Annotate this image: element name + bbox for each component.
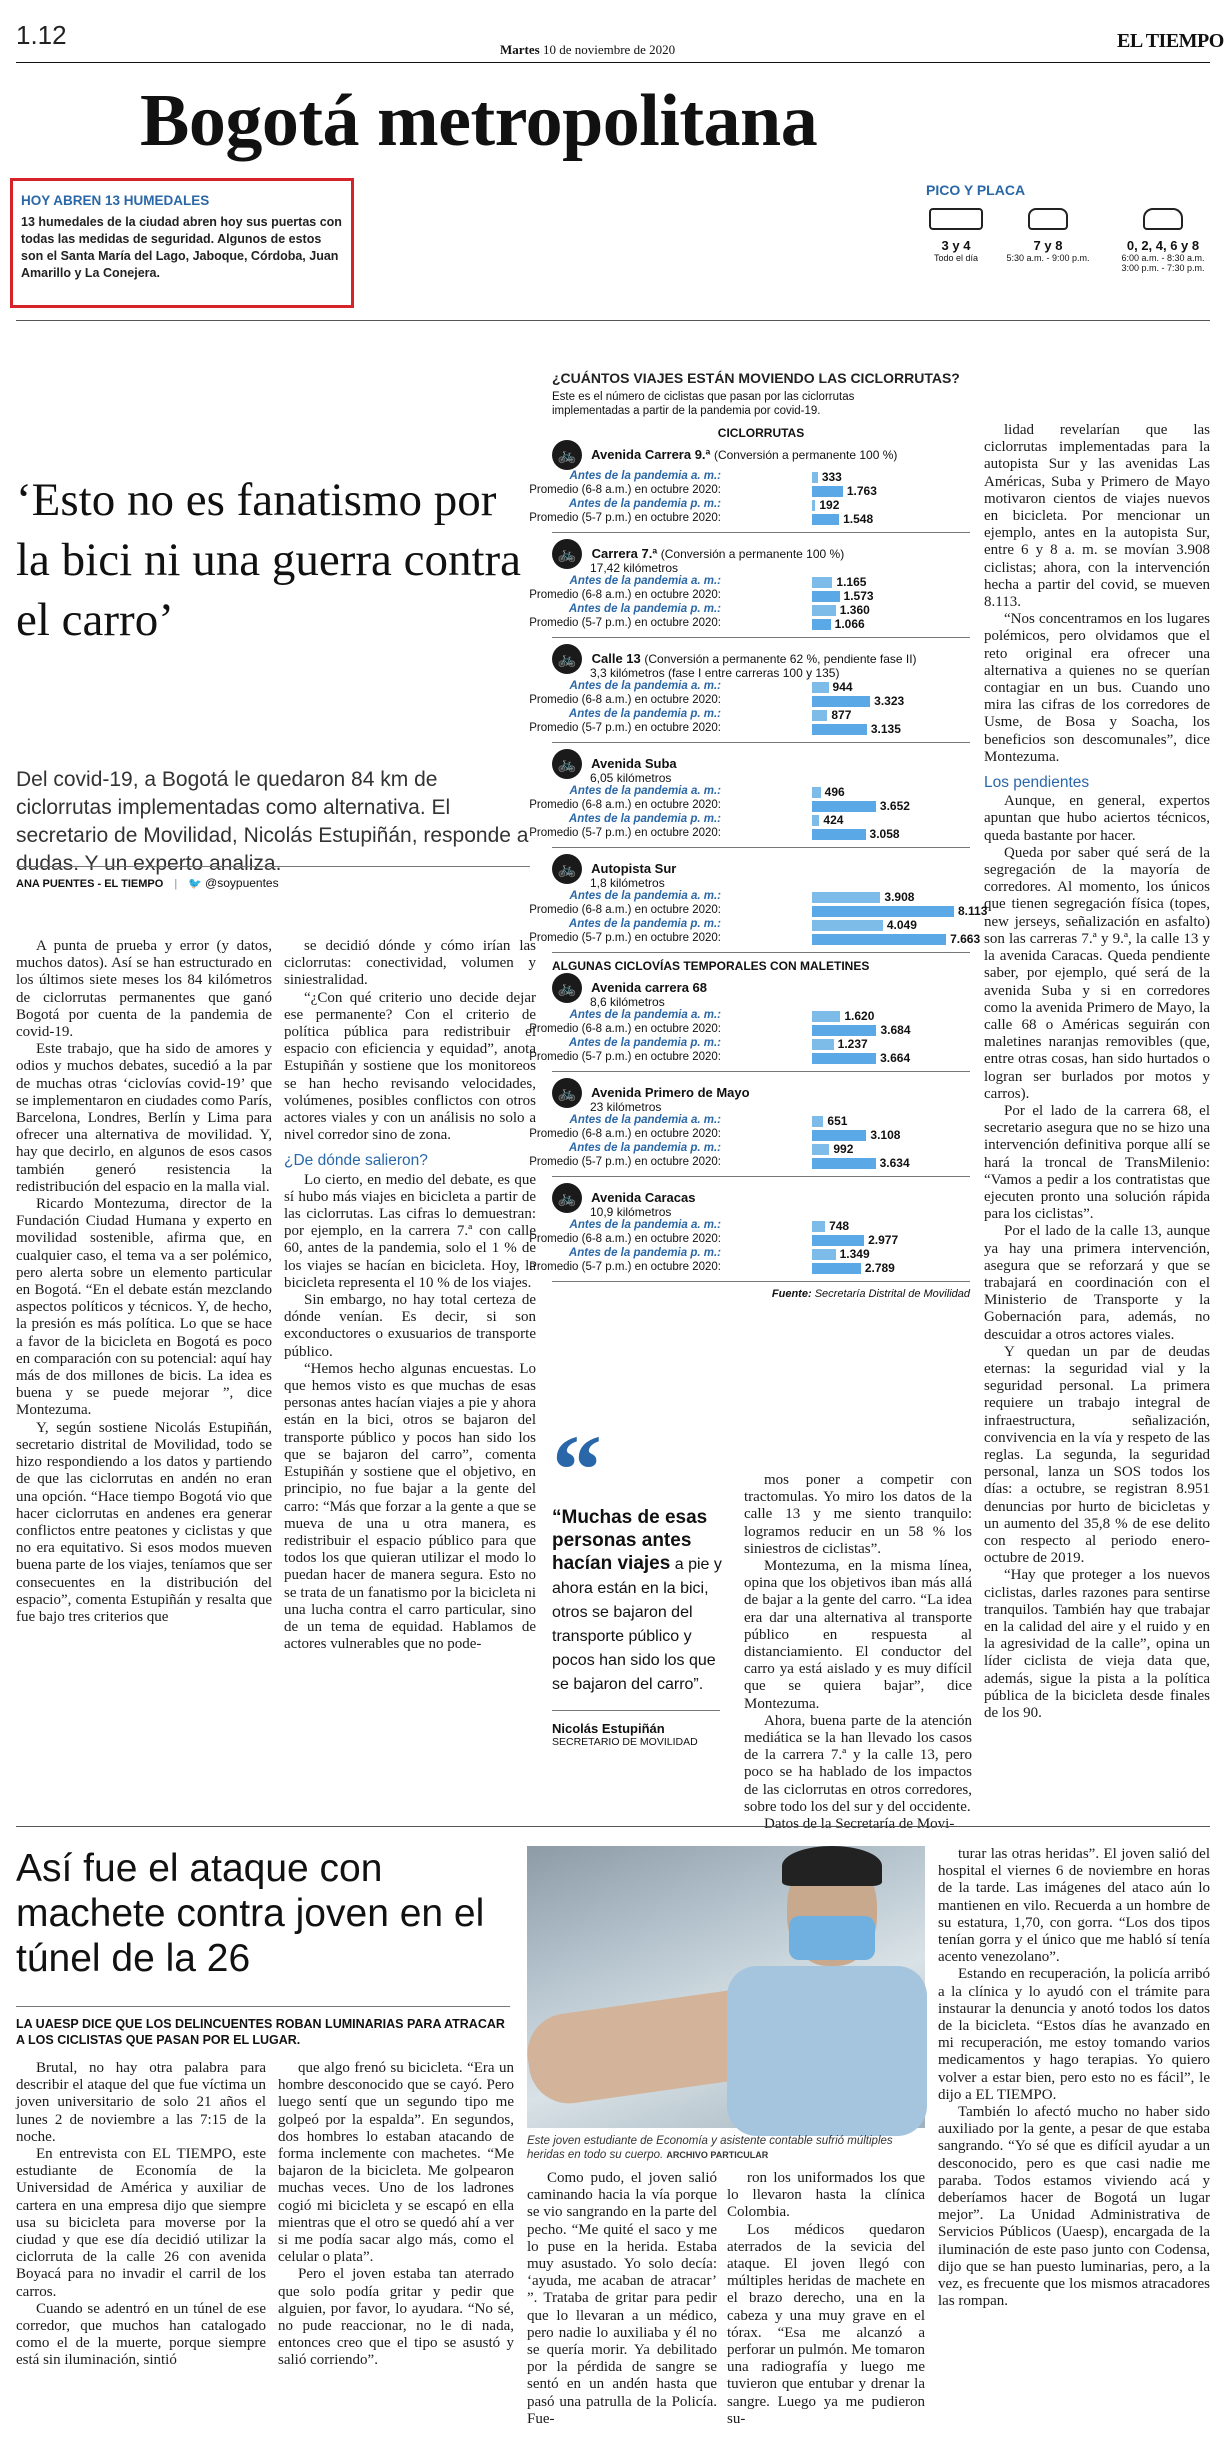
bar-label: Promedio (6-8 a.m.) en octubre 2020: <box>529 904 721 916</box>
date-rest: 10 de noviembre de 2020 <box>542 42 676 57</box>
quote-author: Nicolás Estupiñán <box>552 1721 665 1736</box>
paragraph: También lo afectó mucho no haber sido auxiliado por la gente, a pesar de que estaba sangrando. “Yo sé que es difícil ayudar a un desconocido, pero es que casi nadie me paraba. Todos estamos viviendo acá y deberíamos hacer de Bogotá un lugar mejor”. La Unidad Administrativa de Servicios Públicos (Uaesp), encargada de la iluminación de este paso junto con Codensa, dijo que se han puesto luminarias, pero, a la vez, es frecuente que los mismos atracadores las rompan. <box>938 2104 1210 2310</box>
route-name: Calle 13 <box>588 651 645 667</box>
pico-placa-hours: Todo el día <box>933 253 979 263</box>
bar <box>812 682 829 693</box>
article1-col2 <box>284 938 536 1816</box>
paragraph: ron los uniformados los que lo llevaron hasta la clínica Colombia. <box>727 2170 925 2221</box>
chart-route <box>529 749 970 841</box>
chart-bar-row <box>552 1009 970 1023</box>
chart-divider <box>552 847 970 848</box>
pull-quote <box>552 1414 730 1748</box>
chart-bar-row <box>529 932 981 946</box>
chart-bar-row <box>529 1128 970 1142</box>
chart-bar-row <box>552 470 970 484</box>
paragraph: Pero el joven estaba tan aterrado que solo podía gritar y pedir que alguien, por favor, lo ayudara. “No sé, no pude reaccionar, no le di nada, entonces creo que el tipo se asustó y salió corriendo”. <box>278 2266 514 2369</box>
chart-bar-row <box>529 512 970 526</box>
paragraph: Aunque, en general, expertos apuntan que hubo aciertos técnicos, queda bastante por hacer. <box>984 793 1210 844</box>
chart-group2-title: ALGUNAS CICLOVÍAS TEMPORALES CON MALETINES <box>552 959 870 973</box>
quote-mark-icon: “ <box>552 1414 602 1525</box>
paragraph: En entrevista con EL TIEMPO, este estudiante de Economía de la Universidad de América y auxiliar de cartera en una empresa dijo que siempre usa su bicicleta para moverse por la ciudad y que ese día decidió utilizar la ciclorruta de la calle 26 con avenida Boyacá para no invadir el carril de los carros. <box>16 2146 266 2300</box>
bar-value: 1.237 <box>837 1037 868 1051</box>
bar-label: Promedio (5-7 p.m.) en octubre 2020: <box>529 1051 721 1063</box>
bar <box>812 1221 825 1232</box>
bar <box>812 1144 829 1155</box>
chart-bar-row <box>529 1051 970 1065</box>
article2-col4 <box>727 2170 925 2450</box>
chart-bar-row <box>529 617 970 631</box>
bar-value: 3.058 <box>869 827 900 841</box>
brand-logo: EL TIEMPO <box>1117 30 1224 52</box>
chart-route <box>529 440 970 526</box>
twitter-icon: 🐦 <box>188 878 202 890</box>
chart-bar-row <box>552 813 970 827</box>
chart-bar-row <box>552 1247 970 1261</box>
paragraph: Sin embargo, no hay total certeza de dónde venían. Es decir, si son exconductores o exusuarios de transporte público. <box>284 1292 536 1360</box>
chart-title: ¿CUÁNTOS VIAJES ESTÁN MOVIENDO LAS CICLORRUTAS? <box>552 370 960 386</box>
bar-label: Antes de la pandemia a. m.: <box>569 890 721 902</box>
pico-placa-truck <box>926 208 986 263</box>
quote-rest: a pie y ahora están en la bici, otros se bajaron del transporte público y pocos han sido los que se bajaron del carro”. <box>552 1556 722 1693</box>
chart-bar-row <box>529 589 970 603</box>
bar-label: Antes de la pandemia a. m.: <box>569 1009 721 1021</box>
chart-bar-row <box>529 904 988 918</box>
paragraph: turar las otras heridas”. El joven salió del hospital el viernes 6 de noviembre en horas de la tarde. Las imágenes del ataco aún lo mantienen en vilo. Recuerda a un hombre de su estatura, 1,70, con gorra. “Los dos tipos tenían gorra y el único que me habló sí tenía acento venezolano”. <box>938 1846 1210 1966</box>
bar-label: Promedio (5-7 p.m.) en octubre 2020: <box>529 827 721 839</box>
bar-label: Antes de la pandemia a. m.: <box>569 575 721 587</box>
bar <box>812 500 815 511</box>
pico-placa <box>926 182 1216 292</box>
bar-value: 651 <box>827 1114 848 1128</box>
bar-label: Promedio (6-8 a.m.) en octubre 2020: <box>529 694 721 706</box>
bar <box>812 619 831 630</box>
bar-value: 3.684 <box>880 1023 911 1037</box>
article2-deck: LA UAESP DICE QUE LOS DELINCUENTES ROBAN LUMINARIAS PARA ATRACAR A LOS CICLISTAS QUE PASAN POR EL LUGAR. <box>16 2017 505 2047</box>
bar <box>812 1011 840 1022</box>
pico-placa-taxi <box>988 208 1108 263</box>
quote-text <box>552 1506 730 1696</box>
bar <box>812 514 839 525</box>
route-name: Avenida carrera 68 <box>588 980 707 996</box>
bar-value: 1.620 <box>844 1009 875 1023</box>
chart-bar-row <box>529 1261 970 1275</box>
chart-group2 <box>529 973 970 1282</box>
chart-divider <box>552 1281 970 1282</box>
bar <box>812 815 819 826</box>
route-name: Avenida Carrera 9.ª <box>588 447 714 463</box>
chart-bar-row <box>529 827 970 841</box>
alert-title: HOY ABREN 13 HUMEDALES <box>21 193 210 208</box>
bar <box>812 920 883 931</box>
truck-icon <box>929 208 983 230</box>
taxi-icon <box>1028 208 1068 230</box>
bicycle-icon: 🚲 <box>552 1183 582 1213</box>
chart-bar-row <box>529 799 970 813</box>
bicycle-icon: 🚲 <box>552 1078 582 1108</box>
route-name: Autopista Sur <box>588 861 677 877</box>
article1-byline <box>16 876 279 890</box>
paragraph: Como pudo, el joven salió caminando hacia la vía porque se vio sangrando en la parte del pecho. “Me quité el saco y me lo puse en la herida. Estaba muy asustado. Yo solo decía: ‘ayuda, me acaban de atracar’ ”. Trataba de gritar para pedir que lo llevaran a un médico, pero nadie lo auxiliaba y él no se quería morir. Ya debilitado por la pérdida de sangre se sentó en un andén hasta que pasó una patrulla de la Policía. Fue- <box>527 2170 717 2427</box>
pico-placa-digits: 0, 2, 4, 6 y 8 <box>1126 238 1200 253</box>
caption-credit: ARCHIVO PARTICULAR <box>666 2150 769 2160</box>
alert-box <box>10 178 354 308</box>
chart-bar-row <box>529 1233 970 1247</box>
byline-rule <box>16 866 530 867</box>
bicycle-icon: 🚲 <box>552 973 582 1003</box>
article1-col4-top <box>984 422 1210 1816</box>
bar-label: Promedio (5-7 p.m.) en octubre 2020: <box>529 1261 721 1273</box>
bar-label: Promedio (5-7 p.m.) en octubre 2020: <box>529 932 721 944</box>
bar-value: 877 <box>831 708 852 722</box>
bar-label: Antes de la pandemia p. m.: <box>568 708 721 720</box>
chart-bar-row <box>529 1156 970 1170</box>
bar-label: Antes de la pandemia p. m.: <box>568 918 721 930</box>
bar-value: 1.763 <box>846 484 877 498</box>
bar-value: 2.789 <box>864 1261 895 1275</box>
paragraph: Este trabajo, que ha sido de amores y odios y muchos debates, sucedió a la par de muchas otras ‘ciclovías covid-19’ que se implementaron en ciudades como París, Barcelona, Londres, Berlín y Lima para ofrecer una alternativa de movilidad. Y, hay que decirlo, en algunos de esos casos también generó resistencia la redistribución del espacio en la malla vial. <box>16 1041 272 1195</box>
route-length: 17,42 kilómetros <box>590 561 679 575</box>
bar-value: 748 <box>829 1219 850 1233</box>
bar-label: Antes de la pandemia p. m.: <box>568 813 721 825</box>
chart-source-label: Fuente: <box>771 1288 812 1300</box>
bar-value: 992 <box>833 1142 854 1156</box>
chart-bar-row <box>552 498 970 512</box>
bar-label: Antes de la pandemia a. m.: <box>569 680 721 692</box>
chart-bar-row <box>529 722 970 736</box>
bar-label: Antes de la pandemia p. m.: <box>568 1142 721 1154</box>
chart-bar-row <box>529 1023 970 1037</box>
article1-col3 <box>744 1472 972 1833</box>
bar-value: 7.663 <box>950 932 981 946</box>
paragraph: Estando en recuperación, la policía arribó a la clínica y lo ayudó con el trámite para instaurar la denuncia y anotó todos los datos de la bicicleta. “Estos días he avanzado en mi recuperación, me estoy tomando varios medicamentos y hago terapias. Yo quiero volver a estar bien, pero esto no es fácil”, le dijo a EL TIEMPO. <box>938 1966 1210 2103</box>
route-length: 3,3 kilómetros (fase I entre carreras 100 y 135) <box>590 666 840 680</box>
bar-value: 1.548 <box>843 512 874 526</box>
bar <box>812 1249 836 1260</box>
bar-value: 8.113 <box>958 904 988 918</box>
photo-hair <box>782 1846 882 1886</box>
route-length: 10,9 kilómetros <box>590 1205 672 1219</box>
bar-label: Antes de la pandemia p. m.: <box>568 1037 721 1049</box>
article2-col1 <box>16 2060 266 2450</box>
paragraph: Datos de la Secretaría de Movi- <box>764 1816 955 1833</box>
chart-route <box>529 973 970 1065</box>
route-note: (Conversión a permanente 62 %, pendiente fase II) <box>644 652 917 667</box>
bar-label: Promedio (6-8 a.m.) en octubre 2020: <box>529 589 721 601</box>
bar-value: 3.652 <box>879 799 910 813</box>
route-name: Avenida Caracas <box>588 1190 696 1206</box>
bar-label: Promedio (5-7 p.m.) en octubre 2020: <box>529 512 721 524</box>
bar-label: Promedio (6-8 a.m.) en octubre 2020: <box>529 1233 721 1245</box>
article2-col3 <box>527 2170 717 2450</box>
bicycle-icon: 🚲 <box>552 539 582 569</box>
pico-placa-hours-2: 3:00 p.m. - 7:30 p.m. <box>1121 263 1205 273</box>
photo-gown <box>727 1966 927 2136</box>
paragraph: Por el lado de la carrera 68, el secretario asegura que no se hizo una intervención definitiva porque allí se hará la troncal de TransMilenio: “Vamos a pedir a los contratistas que ejecuten pronto una solución rápida para los ciclistas”. <box>984 1102 1210 1223</box>
paragraph: “¿Con qué criterio uno decide dejar ese permanente? Con el criterio de política pública para redistribuir el espacio con eficiencia y equidad”, anota Estupiñán y sostiene que los monitoreos se han hecho revisando velocidades, volúmenes, posibles conflictos con otros actores viales y con un análisis no solo a nivel corredor sino de zona. <box>284 989 536 1144</box>
quote-role: SECRETARIO DE MOVILIDAD <box>552 1736 698 1748</box>
chart-divider <box>552 1176 970 1177</box>
pico-placa-items <box>926 208 1216 278</box>
byline-sep: | <box>174 878 178 890</box>
paragraph: Y, según sostiene Nicolás Estupiñán, secretario distrital de Movilidad, todo se hizo respondiendo a los datos y partiendo de que las ciclorrutas en andén no eran una opción. “Hace tiempo Bogotá vio que hacer ciclorrutas en andenes era generar conflictos entre peatones y ciclistas y que no era equitativo. Si esos modos mueven buena parte de los viajes, teníamos que ser consecuentes en la distribución del espacio”, comenta Estupiñán y resalta que fue bajo tres criterios que <box>16 1419 272 1625</box>
route-note: (Conversión a permanente 100 %) <box>713 448 898 463</box>
bar-label: Promedio (5-7 p.m.) en octubre 2020: <box>529 722 721 734</box>
paragraph: “Hemos hecho algunas encuestas. Lo que hemos visto es que muchas de esas personas antes hacían viajes a pie y ahora están en la bici, otros se bajaron del transporte público y pocos han sido los que se bajaron del carro”, comenta Estupiñán y sostiene que el objetivo, en principio, no fue bajar a la gente del carro: “Más que forzar a la gente a que se mueva de una u otra manera, es redistribuir el espacio público para que todos los que quieran utilizar el modo lo puedan hacer de manera segura. Esto no se trata de un fanatismo por la bicicleta ni una lucha contra el carro particular, sino de un tema de equidad. Hablamos de actores vulnerables que no pode- <box>284 1360 536 1653</box>
bar-label: Antes de la pandemia a. m.: <box>569 1114 721 1126</box>
chart-route <box>529 644 970 736</box>
bar <box>812 934 946 945</box>
route-length: 23 kilómetros <box>590 1100 662 1114</box>
paragraph: Ahora, buena parte de la atención mediática se la han llevado los casos de la carrera 7.ª y la calle 13, pero poco se ha hablado de los impactos de las ciclorrutas en otros corredores, sobre todo los del sur y del occidente. <box>744 1712 972 1815</box>
bar-value: 1.349 <box>839 1247 870 1261</box>
alert-body: 13 humedales de la ciudad abren hoy sus puertas con todas las medidas de seguridad. Algunos de estos son el Santa María del Lago, Jaboque, Córdoba, Juan Amarillo y La Conejera. <box>21 215 342 280</box>
chart-bar-row <box>529 484 970 498</box>
car-icon <box>1143 208 1183 230</box>
pico-placa-title: PICO Y PLACA <box>926 182 1026 198</box>
paragraph: “Nos concentramos en los lugares polémicos, pero olvidamos que el reto original era ofrecer una alternativa a quienes no se querían contagiar en un bus. Cuando uno mira las cifras de los corredores de Usme, de Bosa y Soacha, los beneficios son descomunales”, dice Montezuma. <box>984 611 1210 765</box>
route-name: Avenida Suba <box>588 756 677 772</box>
bar <box>812 710 827 721</box>
chart-bar-row <box>552 680 970 694</box>
bar <box>812 1235 864 1246</box>
bar <box>812 696 870 707</box>
bar-value: 3.908 <box>884 890 915 904</box>
header-rule <box>16 62 1210 63</box>
bar-label: Antes de la pandemia p. m.: <box>568 498 721 510</box>
paragraph: Queda por saber qué será de la segregación de la mayoría de corredores. Al momento, los únicos que tienen segregación física (topes, new jerseys, señalización en asfalto) son las carreras 7.ª y 9.ª, la calle 13 y la avenida Caracas. Queda pendiente saber, por ejemplo, qué será de la avenida Suba y si en corredores como la avenida Primero de Mayo, la calle 68 o Américas seguirán con maletines naranjas removibles (que, entre otras cosas, han sido hurtados o logran ser burlados por motos y carros). <box>984 844 1210 1102</box>
pico-placa-digits: 3 y 4 <box>941 238 971 253</box>
page-number: 1.12 <box>16 20 67 50</box>
bar <box>812 892 880 903</box>
bar-value: 944 <box>832 680 853 694</box>
article1-deck: Del covid-19, a Bogotá le quedaron 84 km de ciclorrutas implementadas como alternativa. El secretario de Movilidad, Nicolás Estupiñán, responde a dudas. Y un experto analiza. <box>16 768 529 875</box>
bar-value: 1.360 <box>839 603 870 617</box>
route-name: Avenida Primero de Mayo <box>588 1085 750 1101</box>
bar-value: 192 <box>819 498 840 512</box>
bar-label: Antes de la pandemia a. m.: <box>569 1219 721 1231</box>
paragraph: que algo frenó su bicicleta. “Era un hombre desconocido que se cayó. Pero luego sentí que un segundo tipo me golpeó por la espalda”. En segundos, dos hombres lo estaban atacando de forma inclemente con machetes. “Me bajaron de la bicicleta. Me golpearon muchas veces. Uno de los ladrones cogió mi bicicleta y se escapó en ella mientras que el otro se quedó ahí a ver si me podía sacar algo más, como el celular o plata”. <box>278 2060 514 2266</box>
bar-value: 1.066 <box>834 617 865 631</box>
chart-divider <box>552 637 970 638</box>
paragraph: Montezuma, en la misma línea, opina que los objetivos iban más allá de bajar a la gente del carro. “La idea era dar una alternativa al transporte público en respuesta al distanciamiento. El conductor del carro ya está aislado y es muy difícil que se quiera bajar”, dice Montezuma. <box>744 1558 972 1712</box>
bar <box>812 1158 876 1169</box>
bar <box>812 1025 876 1036</box>
bar-label: Promedio (6-8 a.m.) en octubre 2020: <box>529 1128 721 1140</box>
article2-col2 <box>278 2060 514 2450</box>
top-rule <box>16 320 1210 321</box>
bar-value: 496 <box>824 785 845 799</box>
bar <box>812 801 876 812</box>
quote-bold: “Muchas de esas personas antes hacían viajes <box>552 1507 708 1574</box>
bar-label: Antes de la pandemia a. m.: <box>569 785 721 797</box>
paragraph: Por el lado de la calle 13, aunque ya hay una primera intervención, asegura que se reforzará y que se trabajará en coordinación con el Ministerio de Transporte y la Gobernación para, además, no descuidar a otros actores viales. <box>984 1223 1210 1343</box>
bar <box>812 906 954 917</box>
chart-bar-row <box>552 918 970 932</box>
bar-label: Promedio (5-7 p.m.) en octubre 2020: <box>529 617 721 629</box>
bar-value: 424 <box>823 813 844 827</box>
bar-value: 1.165 <box>836 575 867 589</box>
bar-label: Antes de la pandemia a. m.: <box>569 470 721 482</box>
pico-placa-digits: 7 y 8 <box>1033 238 1063 253</box>
chart-source <box>552 1288 970 1300</box>
pico-placa-hours: 6:00 a.m. - 8:30 a.m. <box>1121 253 1205 263</box>
bar <box>812 577 832 588</box>
article2-photo <box>527 1846 925 2128</box>
article2-headline: Así fue el ataque con machete contra joven en el túnel de la 26 <box>16 1847 485 1980</box>
bar-label: Promedio (5-7 p.m.) en octubre 2020: <box>529 1156 721 1168</box>
chart-route <box>529 854 988 946</box>
chart-bar-row <box>552 1114 970 1128</box>
chart-bar-row <box>552 1219 970 1233</box>
col4-subhead: Los pendientes <box>984 774 1090 792</box>
paragraph: A punta de prueba y error (y datos, muchos datos). Así se han estructurado en los últimos siete meses los 84 kilómetros de ciclorrutas permanentes que ganó Bogotá por cuenta de la pandemia de covid-19. <box>16 938 272 1041</box>
bar-value: 1.573 <box>843 589 874 603</box>
byline-author: ANA PUENTES - EL TIEMPO <box>16 878 164 890</box>
chart-bar-row <box>552 785 970 799</box>
bicycle-icon: 🚲 <box>552 749 582 779</box>
bar <box>812 1263 861 1274</box>
bar-value: 3.664 <box>880 1051 911 1065</box>
bar-value: 3.108 <box>870 1128 901 1142</box>
byline-twitter: @soypuentes <box>205 876 279 890</box>
photo-mask <box>789 1916 875 1960</box>
pico-placa-hours: 5:30 a.m. - 9:00 p.m. <box>1006 253 1090 263</box>
bar-label: Antes de la pandemia p. m.: <box>568 603 721 615</box>
caption-text: Este joven estudiante de Economía y asistente contable sufrió múltiples heridas en todo su cuerpo. <box>527 2135 893 2161</box>
chart-route <box>529 1078 970 1170</box>
date-day: Martes <box>500 42 540 57</box>
chart <box>529 370 988 1380</box>
chart-divider <box>552 532 970 533</box>
article2-deck-rule <box>16 2006 510 2007</box>
route-length: 6,05 kilómetros <box>590 771 672 785</box>
bar-value: 333 <box>821 470 842 484</box>
route-length: 8,6 kilómetros <box>590 995 665 1009</box>
bar-value: 3.135 <box>870 722 901 736</box>
page-date <box>500 42 675 58</box>
bar <box>812 591 840 602</box>
bar <box>812 605 836 616</box>
bar <box>812 787 821 798</box>
bicycle-icon: 🚲 <box>552 440 582 470</box>
chart-subtitle: Este es el número de ciclistas que pasan por las ciclorrutas implementadas a partir de la pandemia por covid-19. <box>552 391 855 417</box>
chart-bar-row <box>552 575 970 589</box>
paragraph: mos poner a competir con tractomulas. Yo miro los datos de la calle 13 y me siento tranquilo: logramos reducir en un 58 % los siniestros de ciclistas”. <box>744 1472 972 1557</box>
chart-divider <box>552 1071 970 1072</box>
article2-top-rule <box>16 1826 1210 1827</box>
bar-value: 4.049 <box>886 918 917 932</box>
bar <box>812 472 818 483</box>
paragraph: Cuando se adentró en un túnel de ese corredor, que muchos han catalogado como el de la muerte, porque siempre está sin iluminación, sintió <box>16 2300 266 2369</box>
bar <box>812 1053 876 1064</box>
paragraph: se decidió dónde y cómo irían las ciclorrutas: conectividad, volumen y siniestralidad. <box>284 938 536 989</box>
bar-label: Promedio (6-8 a.m.) en octubre 2020: <box>529 1023 721 1035</box>
chart-bar-row <box>552 603 970 617</box>
paragraph: lidad revelarían que las ciclorrutas implementadas para la autopista Sur y las avenidas Las Américas, Suba y Primero de Mayo motivaron cientos de viajes nuevos en bicicleta. Por mencionar un ejemplo, antes en la autopista Sur, entre 6 y 8 a. m. se movían 3.908 ciclistas; ahora, con la intervención hecha a partir del covid, se mueven 8.113. <box>984 422 1210 611</box>
chart-group1 <box>529 440 988 953</box>
chart-bar-row <box>552 708 970 722</box>
chart-bar-row <box>552 890 970 904</box>
paragraph: Y quedan un par de deudas eternas: la seguridad vial y la seguridad personal. La primera requiere un trabajo integral de infraestructura, señalización, convivencia en la vía y respeto de las reglas. La segunda, la seguridad personal, lanza un SOS todos los días: a octubre, se registran 8.951 denuncias por hurto de bicicletas y un aumento del 35,8 % de ese delito con respecto al periodo enero-octubre de 2019. <box>984 1343 1210 1567</box>
article2-col5 <box>938 1846 1210 2450</box>
route-note: (Conversión a permanente 100 %) <box>660 547 845 562</box>
bar <box>812 1039 834 1050</box>
chart-bar-row <box>552 1142 970 1156</box>
bar <box>812 1116 823 1127</box>
bar <box>812 724 867 735</box>
bicycle-icon: 🚲 <box>552 644 582 674</box>
bar-value: 3.634 <box>879 1156 910 1170</box>
chart-bar-row <box>552 1037 970 1051</box>
bicycle-icon: 🚲 <box>552 854 582 884</box>
bar <box>812 486 843 497</box>
pico-placa-car <box>1110 208 1216 273</box>
route-name: Carrera 7.ª <box>588 546 661 562</box>
bar-label: Antes de la pandemia p. m.: <box>568 1247 721 1259</box>
chart-divider <box>552 952 970 953</box>
article1-col1 <box>16 938 272 1816</box>
photo-caption <box>527 2134 925 2162</box>
paragraph: Lo cierto, en medio del debate, es que sí hubo más viajes en bicicleta a partir de las ciclorrutas. Las cifras lo demuestran: por ejemplo, en la carrera 7.ª con calle 60, antes de la pandemia, solo el 1 % de los viajes se hacían en bicicleta. Hoy, la bicicleta representa el 10 % de los viajes. <box>284 1171 536 1291</box>
article1-headline: ‘Esto no es fanatismo por la bici ni una guerra contra el carro’ <box>16 474 522 646</box>
paragraph: Los médicos quedaron aterrados de la sevicia del ataque. El joven llegó con múltiples heridas de machete en el brazo derecho, una en la cabeza y una muy grave en el tórax. “Esa me alcanzó a perforar un pulmón. Me tomaron una radiografía y luego me tuvieron que entubar y drenar la sangre. Luego ya me pudieron su- <box>727 2221 925 2427</box>
chart-source-text: Secretaría Distrital de Movilidad <box>814 1288 970 1300</box>
bar-value: 2.977 <box>868 1233 899 1247</box>
col2-subhead: ¿De dónde salieron? <box>284 1152 428 1170</box>
chart-route <box>529 1183 970 1275</box>
bar-value: 3.323 <box>874 694 905 708</box>
paragraph: Brutal, no hay otra palabra para describir el ataque del que fue víctima un joven universitario de solo 21 años el lunes 2 de noviembre a las 7:15 de la noche. <box>16 2060 266 2145</box>
quote-rule <box>552 1710 720 1711</box>
bar-label: Promedio (6-8 a.m.) en octubre 2020: <box>529 484 721 496</box>
paragraph: “Hay que proteger a los nuevos ciclistas, darles razones para sentirse tranquilos. También hay que trabajar en la calidad del aire y el ruido y en la agresividad de la calle”, opina un líder ciclista de vieja data que, además, sigue la pista a la política pública de la bicicleta desde finales de los 90. <box>984 1567 1210 1722</box>
chart-route <box>529 539 970 631</box>
route-length: 1,8 kilómetros <box>590 876 665 890</box>
bar <box>812 829 866 840</box>
chart-divider <box>552 742 970 743</box>
section-title: Bogotá metropolitana <box>140 80 818 162</box>
bar-label: Promedio (6-8 a.m.) en octubre 2020: <box>529 799 721 811</box>
chart-group1-title: CICLORRUTAS <box>717 426 805 440</box>
chart-bar-row <box>529 694 970 708</box>
paragraph: Ricardo Montezuma, director de la Fundación Ciudad Humana y experto en movilidad sostenible, afirma que, en cualquier caso, el tema va a ser polémico, pero alerta sobre un elemento particular en Bogotá. “En el debate están mezclando aspectos políticos y técnicos. Y, de hecho, la presión es más política. Lo que se hace a favor de la bicicleta en Bogotá es poco en comparación con su potencial: aquí hay más de dos millones de bicis. La idea es buena y se puede mejorar ”, dice Montezuma. <box>16 1196 272 1419</box>
route-header <box>552 440 970 470</box>
bar <box>812 1130 866 1141</box>
